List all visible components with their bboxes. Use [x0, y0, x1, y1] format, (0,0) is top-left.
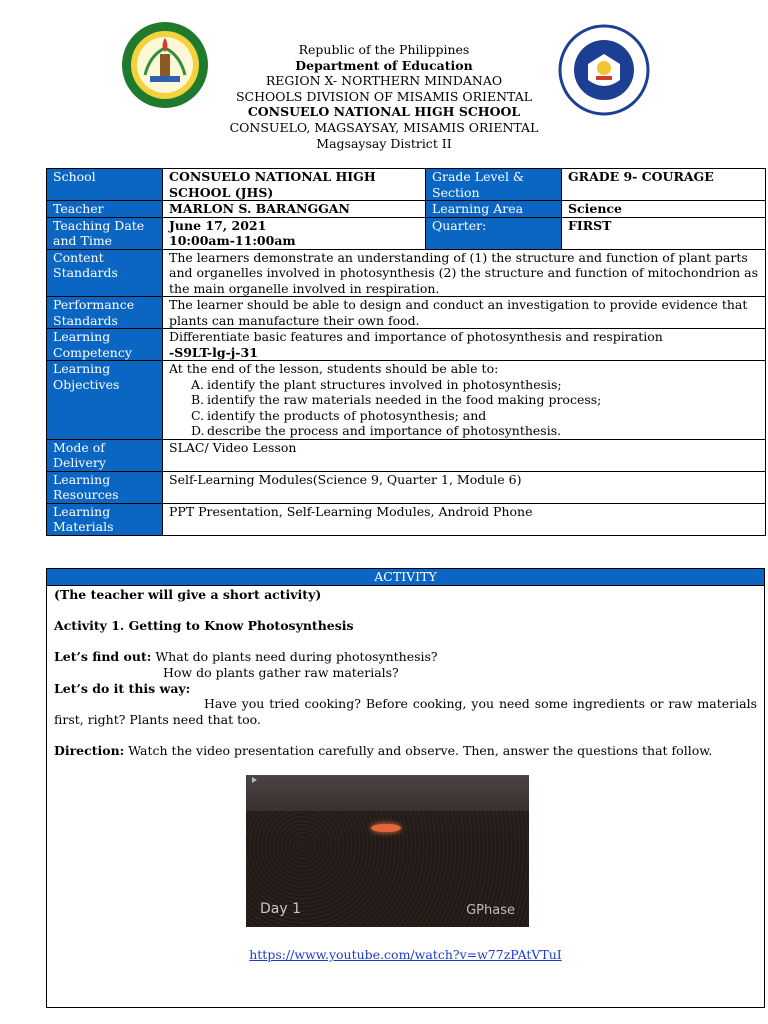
- objectives-intro: At the end of the lesson, students should be able to:: [169, 361, 499, 376]
- quarter-value: FIRST: [562, 217, 766, 249]
- competency-value: Differentiate basic features and importance of photosynthesis and respiration: [169, 329, 663, 344]
- video-link[interactable]: https://www.youtube.com/watch?v=w77zPAtVTuI: [249, 947, 562, 962]
- resources-label: Learning Resources: [47, 471, 163, 503]
- area-value: Science: [562, 201, 766, 218]
- objective-letter: A.: [191, 376, 205, 392]
- competency-code: -S9LT-lg-j-31: [169, 344, 258, 360]
- header-region: REGION X- NORTHERN MINDANAO: [265, 73, 503, 89]
- header-department: Department of Education: [295, 57, 473, 73]
- competency-label: Learning Competency: [47, 329, 163, 361]
- date-value: June 17, 2021: [169, 217, 267, 233]
- list-item: [191, 392, 759, 408]
- activity-intro: (The teacher will give a short activity): [54, 587, 322, 602]
- materials-label: Learning Materials: [47, 503, 163, 535]
- objective-text: describe the process and importance of photosynthesis.: [207, 423, 562, 438]
- find-out-q1: What do plants need during photosynthesis?: [155, 649, 438, 665]
- do-it-text: Have you tried cooking? Before cooking, you need some ingredients or raw materials first, right? Plants need that too.: [54, 696, 757, 727]
- materials-value: PPT Presentation, Self-Learning Modules, Android Phone: [163, 503, 766, 535]
- header-republic: Republic of the Philippines: [298, 42, 470, 57]
- objective-text: identify the plant structures involved in photosynthesis;: [207, 376, 562, 392]
- teacher-value: MARLON S. BARANGGAN: [163, 201, 426, 218]
- mode-value: SLAC/ Video Lesson: [163, 439, 766, 471]
- school-label: School: [47, 169, 163, 201]
- activity-section: [46, 568, 765, 1008]
- objective-text: identify the products of photosynthesis; and: [207, 407, 487, 423]
- objective-letter: B.: [191, 392, 205, 407]
- activity-body: [47, 586, 764, 760]
- header-address: CONSUELO, MAGSAYSAY, MISAMIS ORIENTAL: [229, 119, 539, 135]
- header-district: Magsaysay District II: [316, 135, 452, 151]
- activity-title: Activity 1. Getting to Know Photosynthesis: [54, 618, 354, 634]
- grade-value: GRADE 9- COURAGE: [562, 169, 766, 201]
- quarter-label: Quarter:: [426, 217, 562, 249]
- activity-title-bar: ACTIVITY: [47, 569, 764, 586]
- video-highlight: [371, 824, 401, 832]
- header-division: SCHOOLS DIVISION OF MISAMIS ORIENTAL: [235, 88, 533, 104]
- direction-line: [54, 743, 757, 759]
- direction-text: Watch the video presentation carefully and observe. Then, answer the questions that follow.: [128, 742, 713, 758]
- do-it-label: Let’s do it this way:: [54, 680, 191, 696]
- lesson-info-table: [46, 168, 766, 536]
- table-row: [47, 329, 766, 361]
- document-header: [0, 42, 768, 151]
- video-brand-label: GPhase: [466, 903, 515, 918]
- table-row: [47, 439, 766, 471]
- find-out-line: [54, 649, 757, 665]
- table-row: [47, 201, 766, 218]
- find-out-q2: How do plants gather raw materials?: [163, 664, 399, 680]
- table-row: [47, 503, 766, 535]
- date-cell: [163, 217, 426, 249]
- objective-letter: C.: [191, 407, 205, 423]
- content-value: The learners demonstrate an understanding of (1) the structure and function of plant parts and organelles involved in photosynthesis (2) the structure and function of mitochondrion as the main organelle involved in respiration.: [163, 249, 766, 297]
- school-value: CONSUELO NATIONAL HIGH SCHOOL (JHS): [163, 169, 426, 201]
- objective-text: identify the raw materials needed in the food making process;: [207, 392, 602, 407]
- resources-value: Self-Learning Modules(Science 9, Quarter 1, Module 6): [163, 471, 766, 503]
- mode-label: Mode of Delivery: [47, 439, 163, 471]
- objectives-list: [169, 377, 759, 439]
- table-row: [47, 361, 766, 440]
- play-icon[interactable]: [252, 777, 257, 783]
- list-item: [191, 377, 759, 393]
- table-row: [47, 471, 766, 503]
- objectives-label: Learning Objectives: [47, 361, 163, 440]
- objective-letter: D.: [191, 423, 205, 438]
- time-value: 10:00am-11:00am: [169, 233, 296, 248]
- find-out-label: Let’s find out:: [54, 649, 152, 665]
- table-row: [47, 169, 766, 201]
- list-item: [191, 423, 759, 439]
- performance-value: The learner should be able to design and conduct an investigation to provide evidence that plants can manufacture their own food.: [163, 297, 766, 329]
- header-school: CONSUELO NATIONAL HIGH SCHOOL: [247, 104, 521, 120]
- teacher-label: Teacher: [47, 201, 163, 218]
- performance-label: Performance Standards: [47, 297, 163, 329]
- table-row: [47, 249, 766, 297]
- area-label: Learning Area: [426, 201, 562, 218]
- video-thumbnail[interactable]: [246, 775, 529, 927]
- table-row: [47, 297, 766, 329]
- content-label: Content Standards: [47, 249, 163, 297]
- table-row: [47, 217, 766, 249]
- date-label: Teaching Date and Time: [47, 217, 163, 249]
- video-day-label: Day 1: [260, 901, 302, 917]
- grade-label: Grade Level & Section: [426, 169, 562, 201]
- direction-label: Direction:: [54, 742, 125, 758]
- objectives-cell: [163, 361, 766, 440]
- competency-cell: [163, 329, 766, 361]
- list-item: [191, 408, 759, 424]
